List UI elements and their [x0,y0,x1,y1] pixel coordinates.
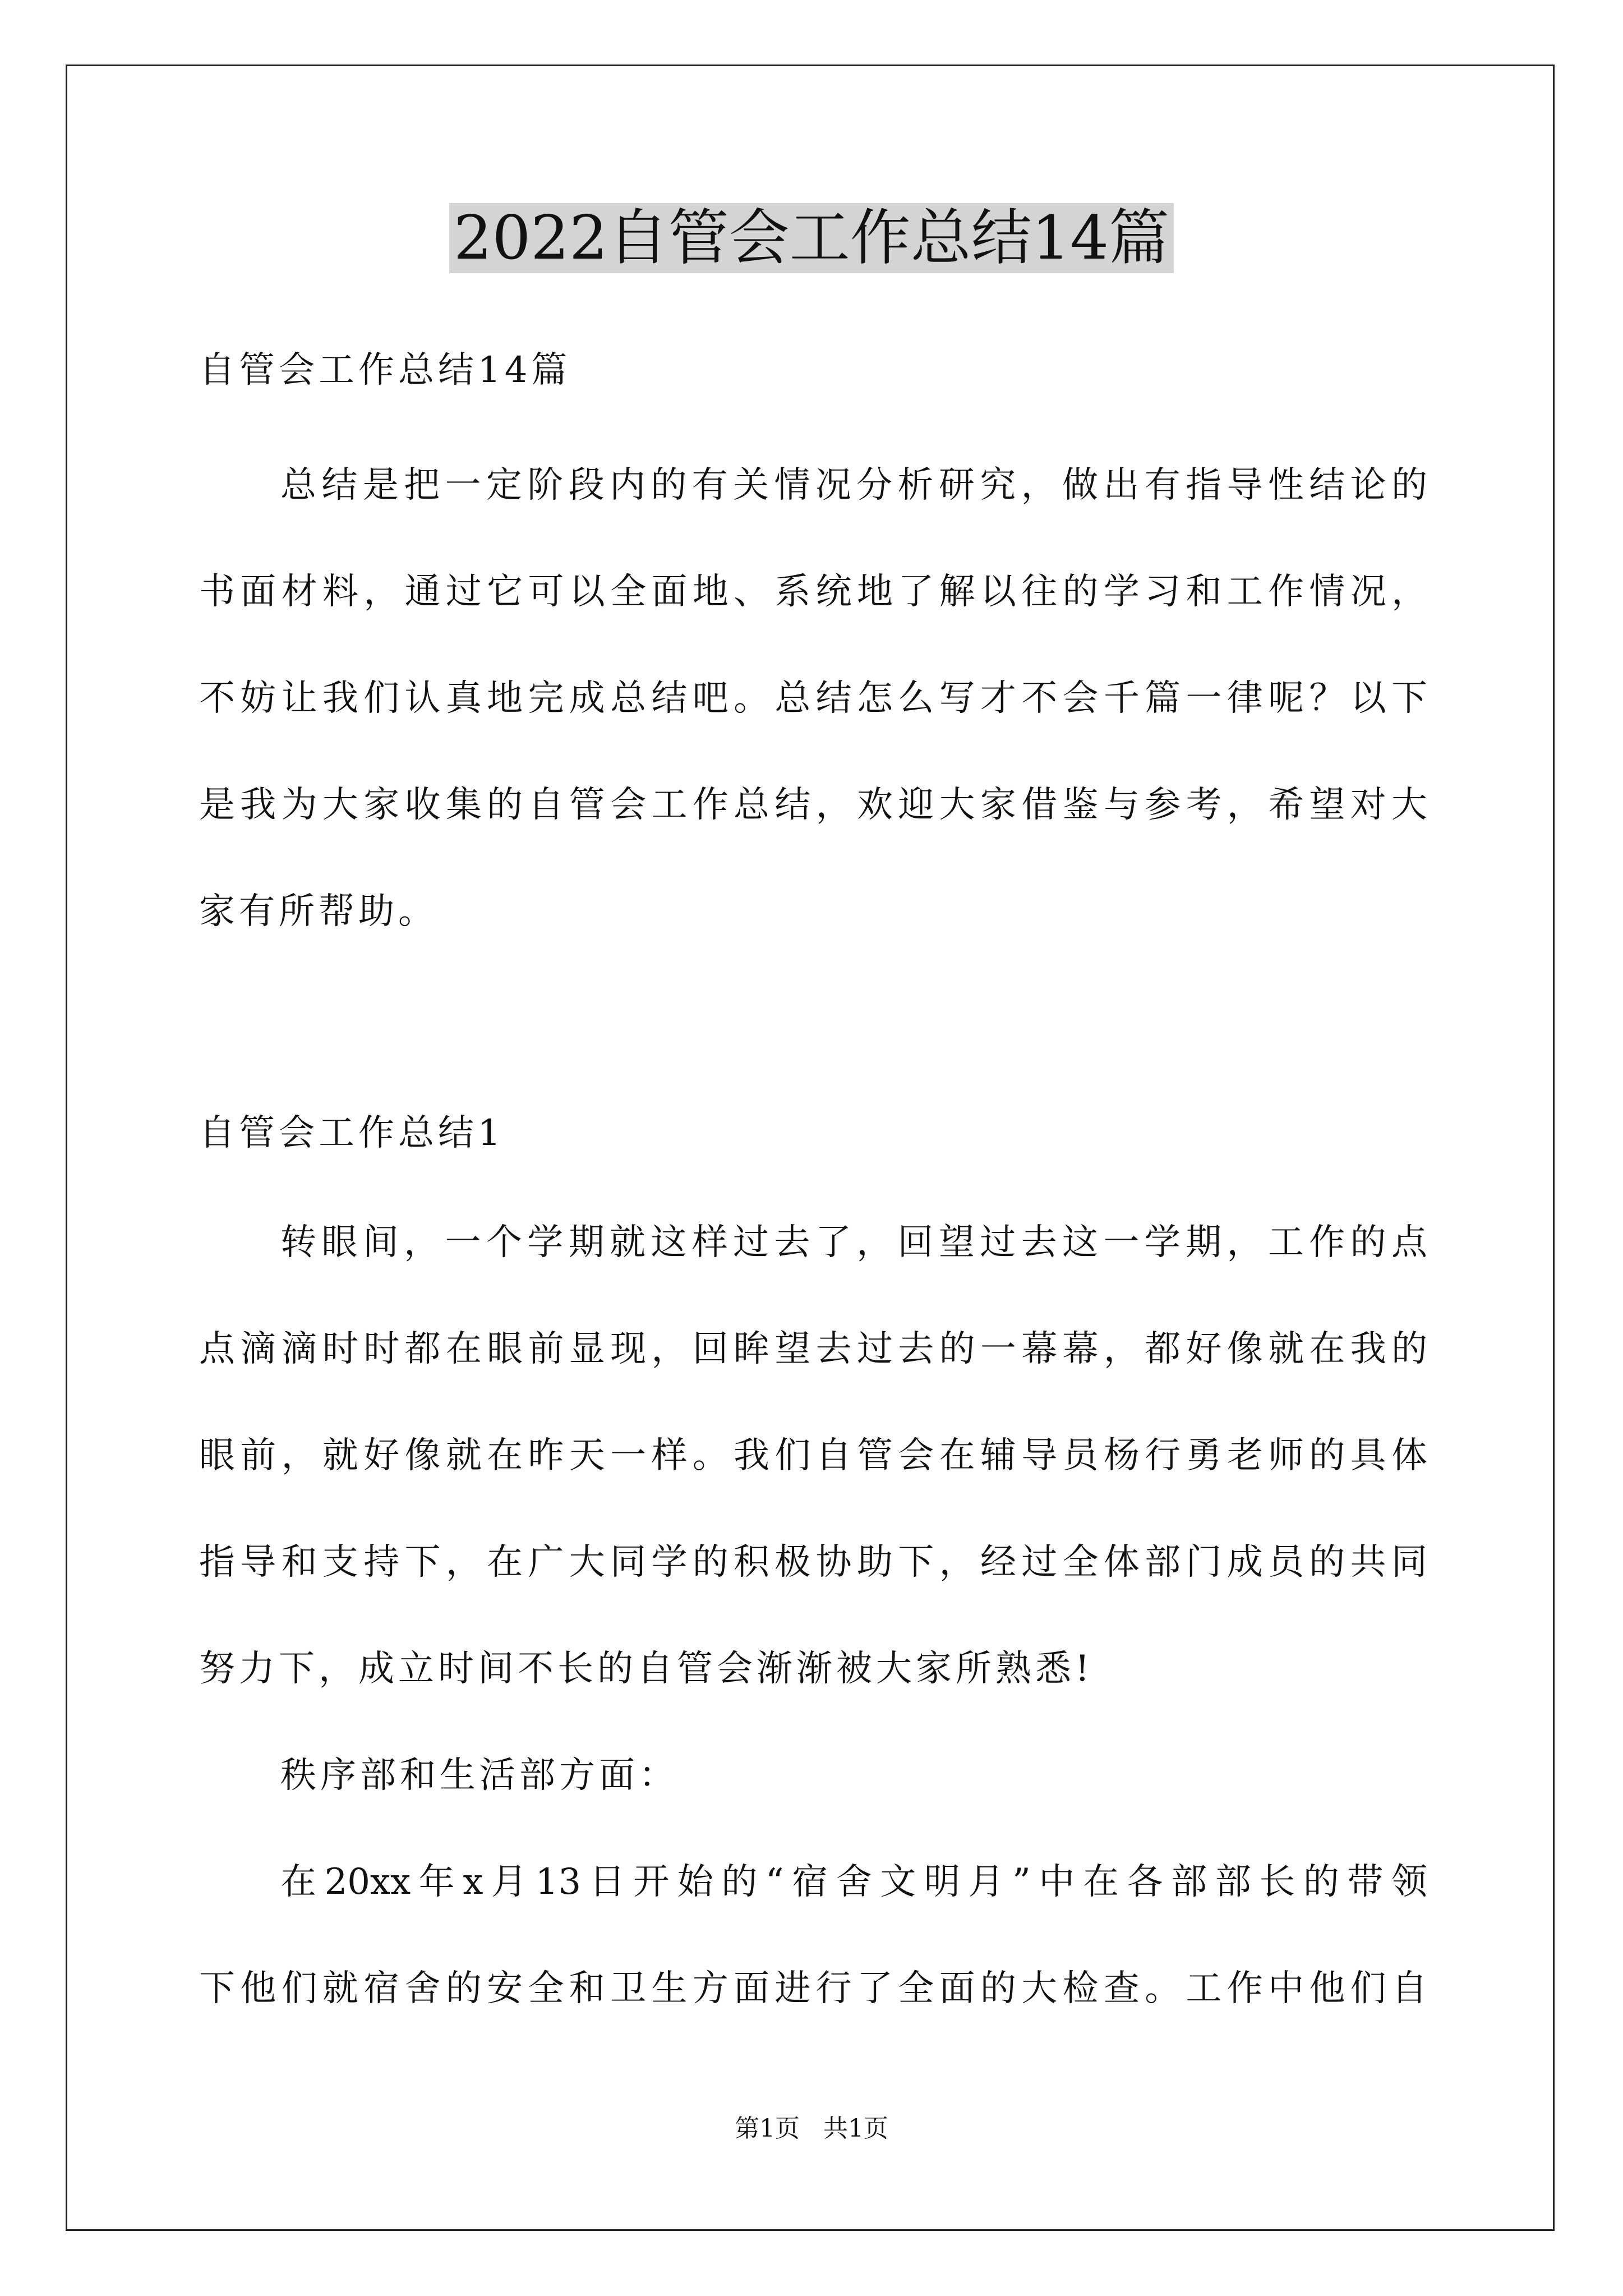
paragraph-line-1: 在20xx年x月13日开始的“宿舍文明月”中在各部部长的带领 [280,1861,1427,1903]
section-line-5: 努力下，成立时间不长的自管会渐渐被大家所熟悉! [199,1648,1094,1690]
section-line-1: 转眼间，一个学期就这样过去了，回望过去这一学期，工作的点 [280,1222,1427,1263]
document-title [0,199,1623,278]
intro-line-5: 家有所帮助。 [199,891,438,932]
intro-line-3: 不妨让我们认真地完成总结吧。总结怎么写才不会千篇一律呢？以下 [199,678,1427,719]
section-heading: 自管会工作总结1 [199,1112,505,1154]
section-line-4: 指导和支持下，在广大同学的积极协助下，经过全体部门成员的共同 [199,1542,1427,1583]
section-line-2: 点滴滴时时都在眼前显现，回眸望去过去的一幕幕，都好像就在我的 [199,1328,1427,1370]
subheading: 秩序部和生活部方面： [280,1755,679,1796]
intro-line-2: 书面材料，通过它可以全面地、系统地了解以往的学习和工作情况， [199,571,1427,613]
page-footer: 第1页 共1页 [735,2114,888,2143]
section-line-3: 眼前，就好像就在昨天一样。我们自管会在辅导员杨行勇老师的具体 [199,1435,1427,1476]
document-subtitle: 自管会工作总结14篇 [199,349,571,391]
intro-line-4: 是我为大家收集的自管会工作总结，欢迎大家借鉴与参考，希望对大 [199,784,1427,826]
document-title-text: 2022自管会工作总结14篇 [449,203,1174,273]
paragraph-line-2: 下他们就宿舍的安全和卫生方面进行了全面的大检查。工作中他们自 [199,1968,1427,2009]
intro-line-1: 总结是把一定阶段内的有关情况分析研究，做出有指导性结论的 [280,464,1427,506]
